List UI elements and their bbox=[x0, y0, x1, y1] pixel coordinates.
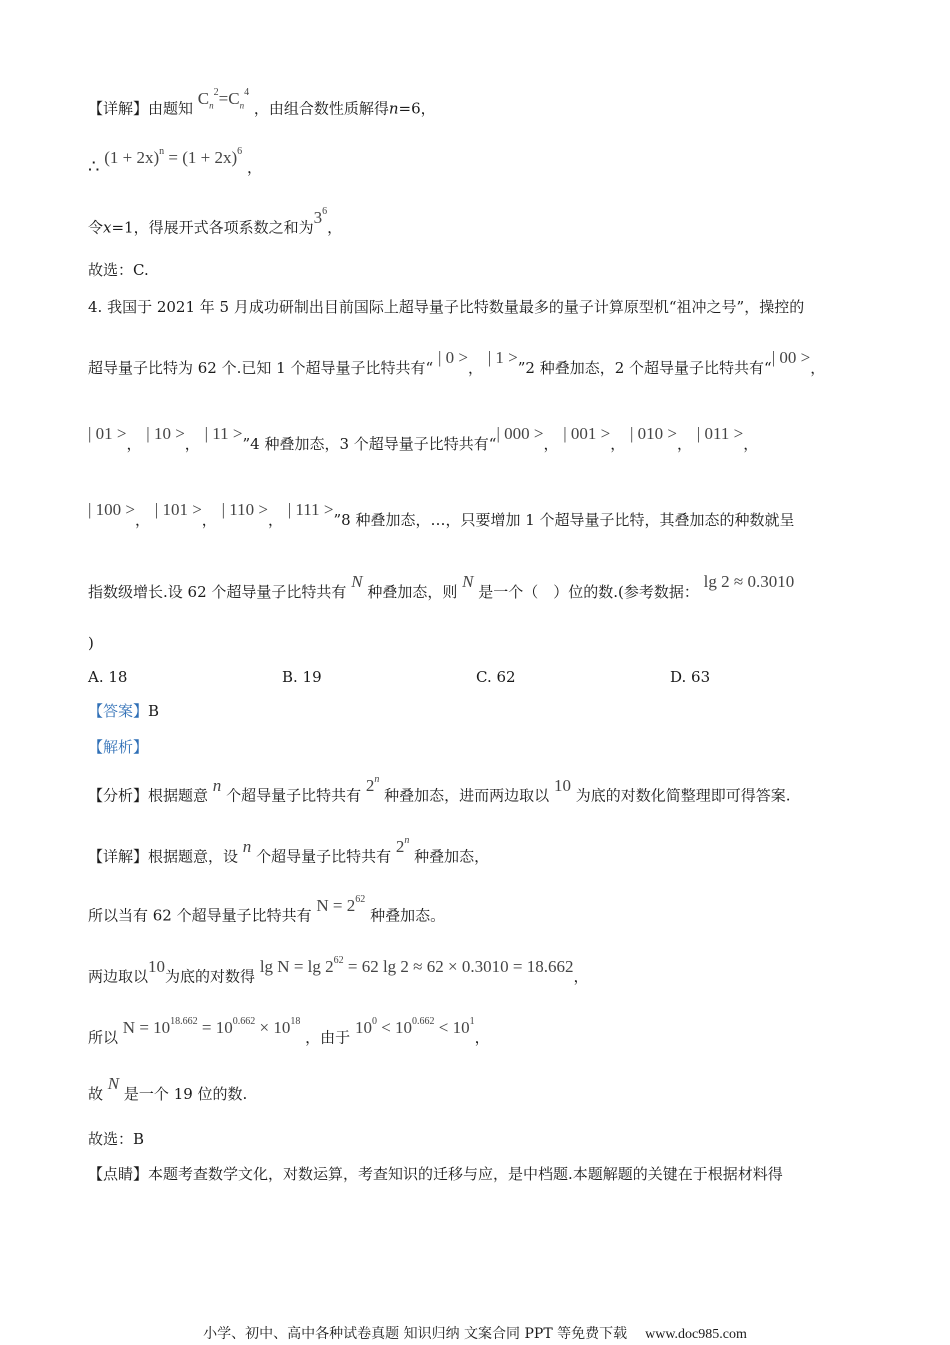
text: ，由于 bbox=[305, 1028, 351, 1047]
detail-line-b bbox=[88, 894, 864, 928]
math-sup: n bbox=[159, 146, 165, 157]
ket-state: | 1 > bbox=[487, 348, 518, 367]
math-expr: N = 10 bbox=[122, 1017, 171, 1037]
math-var-n: N bbox=[462, 572, 474, 591]
math-var-n: N bbox=[107, 1074, 120, 1093]
question-line-4 bbox=[88, 500, 864, 532]
math-expr: < 10 bbox=[438, 1017, 470, 1037]
option-b: B. 19 bbox=[282, 668, 322, 686]
text: ”4 种叠加态，3 个超导量子比特共有“ bbox=[242, 435, 497, 453]
ket-state: | 11 > bbox=[204, 424, 243, 443]
math-number: 10 bbox=[553, 775, 571, 795]
text: 【分析】根据题意 bbox=[88, 786, 209, 805]
ket-state: | 100 > bbox=[88, 500, 135, 519]
math-expr: < 10 bbox=[381, 1017, 413, 1037]
text: 个超导量子比特共有 bbox=[256, 847, 392, 866]
detail-line-c bbox=[88, 955, 864, 989]
variable: n bbox=[388, 99, 399, 118]
comma: ， bbox=[201, 511, 217, 529]
comma: ， bbox=[467, 359, 483, 377]
comma: ， bbox=[184, 435, 200, 453]
math-symbol: C bbox=[197, 88, 210, 108]
math-base: 3 bbox=[313, 207, 323, 227]
text: 为底的对数化简整理即可得答案. bbox=[575, 786, 791, 805]
reference-data: lg 2 ≈ 0.3010 bbox=[703, 572, 795, 591]
math-sup: 62 bbox=[355, 894, 366, 905]
text: ， bbox=[474, 1028, 490, 1047]
math-base: 2 bbox=[365, 775, 375, 795]
answer-choice-line: 故选：C. bbox=[88, 261, 149, 279]
text: =6， bbox=[398, 99, 436, 118]
ket-state: | 111 > bbox=[287, 500, 334, 519]
text: 【详解】根据题意，设 bbox=[88, 847, 239, 866]
option-d: D. 63 bbox=[670, 668, 711, 686]
math-term: (1 + 2x) bbox=[182, 147, 238, 167]
math-sup: 6 bbox=[322, 206, 328, 217]
math-equation bbox=[316, 896, 365, 915]
math-power-equation bbox=[123, 1018, 301, 1037]
comment-line: 【点睛】本题考查数学文化，对数运算，考查知识的迁移与应，是中档题.本题解题的关键在于根据材料得 bbox=[88, 1165, 783, 1183]
comma: ， bbox=[543, 435, 559, 453]
footer-text: 小学、初中、高中各种试卷真题 知识归纳 文案合同 PPT 等免费下载 bbox=[203, 1326, 628, 1342]
math-sub: n bbox=[209, 100, 214, 111]
ket-state: | 01 > bbox=[88, 424, 127, 443]
footer-link[interactable]: www.doc985.com bbox=[645, 1327, 747, 1342]
math-expr: × 10 bbox=[259, 1017, 291, 1037]
math-sup: 18.662 bbox=[170, 1016, 198, 1027]
text: 故 bbox=[88, 1085, 104, 1103]
final-answer-line: 故选：B bbox=[88, 1130, 145, 1148]
math-power bbox=[314, 208, 328, 227]
text: 所以 bbox=[88, 1028, 119, 1047]
comma: ， bbox=[743, 435, 759, 453]
analysis-line bbox=[88, 774, 864, 808]
math-inequality bbox=[355, 1018, 475, 1037]
option-c: C. 62 bbox=[476, 668, 516, 686]
math-var: n bbox=[212, 775, 222, 795]
text: 为底的对数得 bbox=[165, 967, 256, 986]
math-var: n bbox=[242, 836, 252, 856]
math-sup: 18 bbox=[290, 1016, 301, 1027]
analysis-tag: 【解析】 bbox=[88, 738, 149, 756]
math-sup: 2 bbox=[213, 87, 219, 98]
detail-line-a bbox=[88, 835, 864, 869]
variable: x bbox=[103, 218, 112, 237]
ket-state: | 001 > bbox=[563, 424, 611, 443]
math-symbol: C bbox=[228, 88, 240, 108]
math-sup: 6 bbox=[237, 146, 243, 157]
math-expr: N = 2 bbox=[316, 895, 356, 915]
math-sup: n bbox=[374, 774, 380, 785]
math-expr: 10 bbox=[354, 1017, 372, 1037]
math-sup: 4 bbox=[244, 87, 250, 98]
detail-line-1 bbox=[88, 87, 864, 127]
comma: ， bbox=[810, 359, 826, 377]
text: =1，得展开式各项系数之和为 bbox=[111, 218, 314, 237]
text: 指数级增长.设 62 个超导量子比特共有 bbox=[88, 583, 347, 601]
ket-state: | 00 > bbox=[771, 348, 811, 367]
text: ， bbox=[246, 158, 262, 177]
text: ，由组合数性质解得 bbox=[253, 99, 389, 118]
answer-line bbox=[88, 699, 864, 723]
ket-state: | 011 > bbox=[696, 424, 744, 443]
math-power bbox=[396, 837, 410, 856]
text: ”8 种叠加态，…，只要增加 1 个超导量子比特，其叠加态的种数就呈 bbox=[333, 511, 795, 529]
math-sub: n bbox=[239, 100, 245, 111]
math-expr: = 62 lg 2 ≈ 62 × 0.3010 = 18.662 bbox=[347, 956, 574, 976]
math-sup: 0.662 bbox=[232, 1016, 256, 1027]
text: ， bbox=[327, 218, 343, 237]
math-expr: = 10 bbox=[201, 1017, 233, 1037]
text: 是一个 19 位的数. bbox=[123, 1085, 248, 1103]
ket-state: | 010 > bbox=[630, 424, 678, 443]
ket-state: | 10 > bbox=[146, 424, 185, 443]
page-footer bbox=[0, 1324, 950, 1345]
math-sup: 0.662 bbox=[412, 1016, 435, 1027]
math-binomial-expr bbox=[104, 148, 242, 167]
comma: ， bbox=[677, 435, 693, 453]
text: 两边取以 bbox=[88, 967, 149, 986]
text: 种叠加态， bbox=[414, 847, 490, 866]
therefore-symbol: ∴ bbox=[88, 156, 100, 178]
analysis-heading bbox=[88, 735, 864, 759]
math-sup: n bbox=[404, 835, 410, 846]
comma: ， bbox=[135, 511, 151, 529]
comma: ， bbox=[126, 435, 142, 453]
comma: ， bbox=[610, 435, 626, 453]
math-eq: = bbox=[218, 88, 229, 108]
question-line-3 bbox=[88, 424, 864, 456]
ket-state: | 000 > bbox=[496, 424, 544, 443]
math-combination-1 bbox=[197, 87, 250, 111]
math-sup: 1 bbox=[469, 1016, 475, 1027]
math-sup: 62 bbox=[333, 955, 344, 966]
detail-line-3 bbox=[88, 206, 864, 240]
text: 令 bbox=[88, 218, 104, 237]
text: 种叠加态，进而两边取以 bbox=[384, 786, 550, 805]
text: ， bbox=[573, 967, 589, 986]
math-var-n: N bbox=[351, 572, 363, 591]
math-expr: lg N = lg 2 bbox=[259, 956, 334, 976]
math-sup: 0 bbox=[371, 1016, 377, 1027]
text: 【详解】由题知 bbox=[88, 99, 194, 118]
ket-state: | 0 > bbox=[437, 348, 468, 367]
math-eq: = bbox=[168, 147, 178, 167]
detail-line-d bbox=[88, 1016, 864, 1050]
detail-line-e bbox=[88, 1074, 864, 1106]
ket-state: | 110 > bbox=[221, 500, 268, 519]
text: 是一个（ ）位的数.(参考数据： bbox=[478, 583, 699, 601]
question-4-stem: 4. 我国于 2021 年 5 月成功研制出目前国际上超导量子比特数量最多的量子计算原型机“祖冲之号”，操控的 bbox=[88, 298, 805, 316]
math-power bbox=[366, 776, 380, 795]
answer-tag: 【答案】 bbox=[88, 702, 149, 720]
text: 种叠加态。 bbox=[370, 906, 446, 925]
closing-paren: ) bbox=[88, 634, 94, 652]
ket-state: | 101 > bbox=[154, 500, 202, 519]
question-line-2 bbox=[88, 348, 864, 380]
math-number: 10 bbox=[148, 956, 166, 976]
text: 个超导量子比特共有 bbox=[226, 786, 362, 805]
text: 所以当有 62 个超导量子比特共有 bbox=[88, 906, 312, 925]
text: 种叠加态，则 bbox=[367, 583, 458, 601]
question-line-5 bbox=[88, 572, 864, 604]
math-base: 2 bbox=[395, 836, 405, 856]
detail-line-2 bbox=[88, 146, 864, 180]
option-a: A. 18 bbox=[88, 668, 128, 686]
answer-value: B bbox=[148, 702, 160, 720]
math-log-equation bbox=[260, 957, 574, 976]
text: 超导量子比特为 62 个.已知 1 个超导量子比特共有“ bbox=[88, 359, 434, 377]
comma: ， bbox=[267, 511, 283, 529]
text: ”2 种叠加态，2 个超导量子比特共有“ bbox=[517, 359, 772, 377]
math-term: (1 + 2x) bbox=[104, 147, 160, 167]
